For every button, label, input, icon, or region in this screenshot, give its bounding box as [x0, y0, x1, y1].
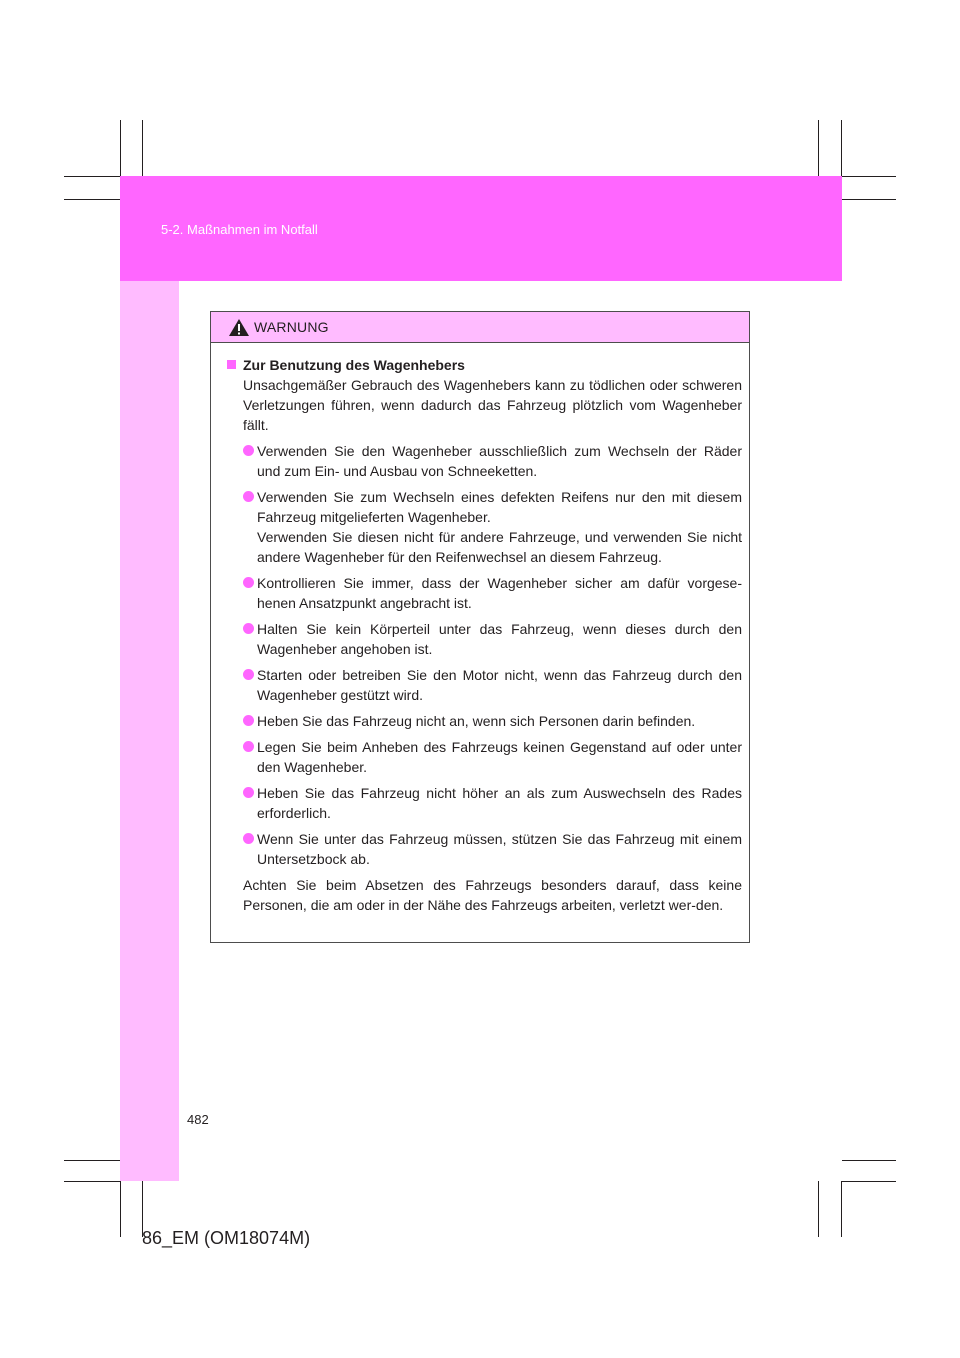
warning-body — [211, 343, 749, 915]
warning-title: WARNUNG — [254, 319, 329, 335]
page-number: 482 — [187, 1112, 209, 1127]
crop-mark — [64, 1160, 120, 1161]
list-item — [227, 665, 742, 705]
list-item — [227, 829, 742, 869]
bullet-text: Heben Sie das Fahrzeug nicht an, wenn sich Personen darin befinden. — [257, 713, 696, 729]
bullet-text: Heben Sie das Fahrzeug nicht höher an als zum Auswechseln des Rades erforderlich. — [257, 785, 742, 821]
circle-bullet-icon — [243, 623, 254, 634]
crop-mark — [842, 1160, 896, 1161]
circle-bullet-icon — [243, 741, 254, 752]
crop-mark — [842, 1181, 896, 1182]
crop-mark — [842, 176, 896, 177]
document-code: 86_EM (OM18074M) — [142, 1228, 311, 1248]
warning-heading — [227, 355, 742, 375]
circle-bullet-icon — [243, 833, 254, 844]
crop-mark — [818, 1181, 819, 1237]
list-item — [227, 711, 742, 731]
circle-bullet-icon — [243, 445, 254, 456]
bullet-text: Kontrollieren Sie immer, dass der Wagenheber sicher am dafür vorgese-henen Ansatzpunkt angebracht ist. — [257, 575, 742, 611]
bullet-text: Legen Sie beim Anheben des Fahrzeugs keinen Gegenstand auf oder unter den Wagenheber. — [257, 739, 742, 775]
list-item — [227, 441, 742, 481]
crop-mark — [64, 176, 120, 177]
crop-mark — [842, 199, 896, 200]
list-item — [227, 619, 742, 659]
warning-triangle-icon — [228, 318, 250, 337]
circle-bullet-icon — [243, 715, 254, 726]
list-item — [227, 783, 742, 823]
list-item — [227, 487, 742, 567]
crop-mark — [120, 1181, 121, 1237]
list-item — [227, 573, 742, 613]
bullet-text: Wenn Sie unter das Fahrzeug müssen, stützen Sie das Fahrzeug mit einem Untersetzbock ab. — [257, 831, 742, 867]
section-label: 5-2. Maßnahmen im Notfall — [161, 222, 318, 237]
crop-mark — [120, 120, 121, 176]
bullet-text: Verwenden Sie zum Wechseln eines defekten Reifens nur den mit diesem Fahrzeug mitgelieferten Wagenheber. — [257, 489, 742, 525]
circle-bullet-icon — [243, 669, 254, 680]
crop-mark — [64, 199, 120, 200]
bullet-text: Starten oder betreiben Sie den Motor nicht, wenn das Fahrzeug durch den Wagenheber gestützt wird. — [257, 667, 742, 703]
crop-mark — [142, 120, 143, 176]
crop-mark — [818, 120, 819, 176]
warning-heading-text: Zur Benutzung des Wagenhebers — [243, 357, 465, 373]
bullet-text: Verwenden Sie diesen nicht für andere Fahrzeuge, und verwenden Sie nicht andere Wagenheber für den Reifenwechsel an diesem Fahrzeug. — [257, 529, 742, 565]
warning-header — [211, 312, 749, 343]
list-item — [227, 737, 742, 777]
circle-bullet-icon — [243, 577, 254, 588]
circle-bullet-icon — [243, 787, 254, 798]
crop-mark — [841, 120, 842, 176]
crop-mark — [841, 1181, 842, 1237]
warning-closing: Achten Sie beim Absetzen des Fahrzeugs besonders darauf, dass keine Personen, die am oder in der Nähe des Fahrzeugs arbeiten, verletzt wer-den. — [243, 877, 742, 913]
warning-intro: Unsachgemäßer Gebrauch des Wagenhebers kann zu tödlichen oder schweren Verletzungen führen, wenn dadurch das Fahrzeug plötzlich vom Wagenheber fällt. — [243, 377, 742, 433]
circle-bullet-icon — [243, 491, 254, 502]
warning-box — [210, 311, 750, 943]
crop-mark — [64, 1181, 120, 1182]
warning-bullet-list — [227, 441, 742, 869]
square-bullet-icon — [227, 360, 236, 369]
bullet-text: Verwenden Sie den Wagenheber ausschließlich zum Wechseln der Räder und zum Ein- und Ausbau von Schneeketten. — [257, 443, 742, 479]
side-band — [120, 281, 179, 1181]
bullet-text: Halten Sie kein Körperteil unter das Fahrzeug, wenn dieses durch den Wagenheber angehoben ist. — [257, 621, 742, 657]
